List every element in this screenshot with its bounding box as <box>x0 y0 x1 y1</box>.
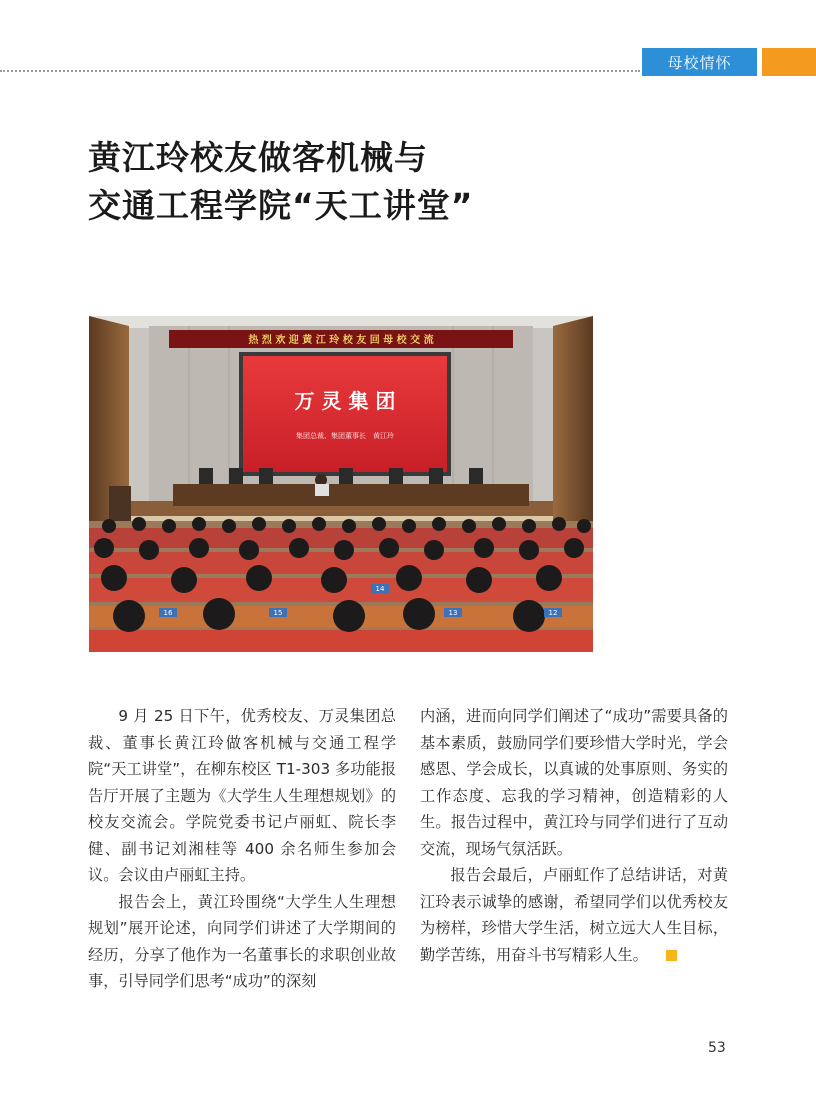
paragraph-3: 内涵，进而向同学们阐述了“成功”需要具备的基本素质，鼓励同学们要珍惜大学时光，学会感恩、学会成长，以真诚的处事原则、务实的工作态度、忘我的学习精神，创造精彩的人生。报告过程中，黄江玲与同学们进行了互动交流，现场气氛活跃。 <box>420 707 728 858</box>
photo-seat-number: 12 <box>548 609 558 617</box>
photo-banner-text: 热 烈 欢 迎 黄 江 玲 校 友 回 母 校 交 流 <box>248 335 434 346</box>
page-number: 53 <box>708 1040 726 1056</box>
paragraph-4-text: 报告会最后，卢丽虹作了总结讲话，对黄江玲表示诚挚的感谢，希望同学们以优秀校友为榜样，珍惜大学生活，树立远大人生目标，勤学苦练，用奋斗书写精彩人生。 <box>420 866 728 964</box>
body-column-right <box>420 703 728 968</box>
photo-seat-number: 15 <box>273 609 283 617</box>
photo-seat-number: 14 <box>375 585 385 593</box>
paragraph-4 <box>420 862 728 968</box>
photo-seat-number: 13 <box>448 609 458 617</box>
end-mark-icon <box>666 950 677 961</box>
photo-screen-title: 万 灵 集 团 <box>294 389 396 413</box>
header-dotted-rule <box>0 70 640 72</box>
paragraph-2: 报告会上，黄江玲围绕“大学生人生理想规划”展开论述，向同学们讲述了大学期间的经历，分享了他作为一名董事长的求职创业故事，引导同学们思考“成功”的深刻 <box>88 892 396 990</box>
section-accent-block <box>762 48 816 76</box>
article-title-line1: 黄江玲校友做客机械与 <box>88 138 428 177</box>
photo-screen-subtitle: 集团总裁、集团董事长 黄江玲 <box>296 432 394 440</box>
section-label: 母校情怀 <box>642 48 757 76</box>
article-title-line2: 交通工程学院“天工讲堂” <box>88 186 474 225</box>
paragraph-1: 9 月 25 日下午，优秀校友、万灵集团总裁、董事长黄江玲做客机械与交通工程学院“天工讲堂”，在柳东校区 T1-303 多功能报告厅开展了主题为《大学生人生理想规划》的校友交流会。学院党委书记卢丽虹、院长李健、副书记刘湘桂等 400 余名师生参加会议。会议由卢丽虹主持。 <box>88 707 396 884</box>
article-title <box>88 134 608 230</box>
body-column-left <box>88 703 396 995</box>
event-photo <box>89 316 593 652</box>
photo-seat-number: 16 <box>163 609 173 617</box>
